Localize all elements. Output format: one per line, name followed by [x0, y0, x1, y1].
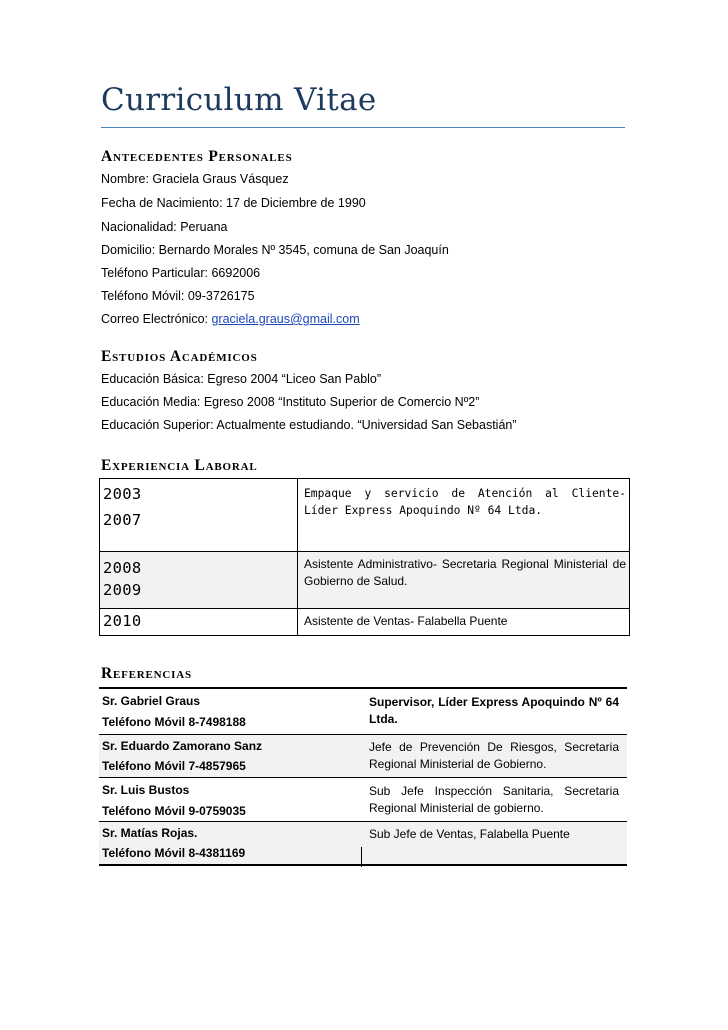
experience-row: [100, 551, 629, 608]
section-heading-references: Referencias: [101, 665, 192, 682]
experience-year-start: 2010: [103, 612, 142, 630]
reference-role: Jefe de Prevención De Riesgos, Secretaria Regional Ministerial de Gobierno.: [369, 740, 619, 771]
reference-role: Sub Jefe Inspección Sanitaria, Secretaria Regional Ministerial de gobierno.: [369, 784, 619, 815]
reference-role: Sub Jefe de Ventas, Falabella Puente: [369, 827, 570, 841]
experience-description: Asistente Administrativo- Secretaria Regional Ministerial de Gobierno de Salud.: [304, 557, 626, 588]
personal-name: Nombre: Graciela Graus Vásquez: [101, 172, 289, 186]
experience-row: [100, 608, 629, 635]
experience-row: [100, 479, 629, 551]
page-title: Curriculum Vitae: [101, 82, 377, 118]
reference-row: [99, 778, 627, 821]
references-table: [99, 687, 627, 865]
reference-phone: Teléfono Móvil 9-0759035: [102, 804, 246, 818]
experience-year-start: 2003: [103, 485, 142, 503]
personal-mobile: Teléfono Móvil: 09-3726175: [101, 289, 255, 303]
personal-birthdate: Fecha de Nacimiento: 17 de Diciembre de 1990: [101, 196, 366, 210]
section-heading-experience: Experiencia Laboral: [101, 457, 258, 474]
experience-description: Asistente de Ventas- Falabella Puente: [304, 614, 508, 628]
experience-column-divider: [297, 479, 298, 635]
experience-year-start: 2008: [103, 559, 142, 577]
personal-email-label: Correo Electrónico:: [101, 312, 212, 326]
references-bottom-rule: [99, 864, 627, 866]
personal-email-line: [101, 312, 360, 326]
section-heading-personal: Antecedentes Personales: [101, 148, 293, 165]
reference-name: Sr. Gabriel Graus: [102, 694, 201, 708]
reference-phone: Teléfono Móvil 8-7498188: [102, 715, 246, 729]
reference-row: [99, 689, 627, 734]
reference-row: [99, 822, 627, 864]
reference-row: [99, 735, 627, 777]
studies-superior: Educación Superior: Actualmente estudiando. “Universidad San Sebastián”: [101, 418, 517, 432]
reference-name: Sr. Luis Bustos: [102, 783, 190, 797]
studies-media: Educación Media: Egreso 2008 “Instituto Superior de Comercio Nº2”: [101, 395, 480, 409]
studies-basic: Educación Básica: Egreso 2004 “Liceo San Pablo”: [101, 372, 382, 386]
email-link[interactable]: graciela.graus@gmail.com: [211, 312, 360, 326]
personal-phone: Teléfono Particular: 6692006: [101, 266, 261, 280]
experience-year-end: 2009: [103, 581, 142, 599]
experience-description: Empaque y servicio de Atención al Cliente- Líder Express Apoquindo Nº 64 Ltda.: [304, 487, 626, 517]
experience-table: [99, 478, 630, 636]
reference-phone: Teléfono Móvil 7-4857965: [102, 759, 246, 773]
reference-name: Sr. Eduardo Zamorano Sanz: [102, 739, 263, 753]
experience-year-end: 2007: [103, 511, 142, 529]
personal-address: Domicilio: Bernardo Morales Nº 3545, comuna de San Joaquín: [101, 243, 449, 257]
reference-phone: Teléfono Móvil 8-4381169: [102, 846, 246, 860]
references-column-stub: [361, 847, 362, 867]
reference-name: Sr. Matías Rojas.: [102, 826, 198, 840]
title-underline: [101, 127, 625, 128]
reference-role: Supervisor, Líder Express Apoquindo Nº 64 Ltda.: [369, 695, 619, 726]
section-heading-studies: Estudios Académicos: [101, 348, 258, 365]
personal-nationality: Nacionalidad: Peruana: [101, 220, 228, 234]
